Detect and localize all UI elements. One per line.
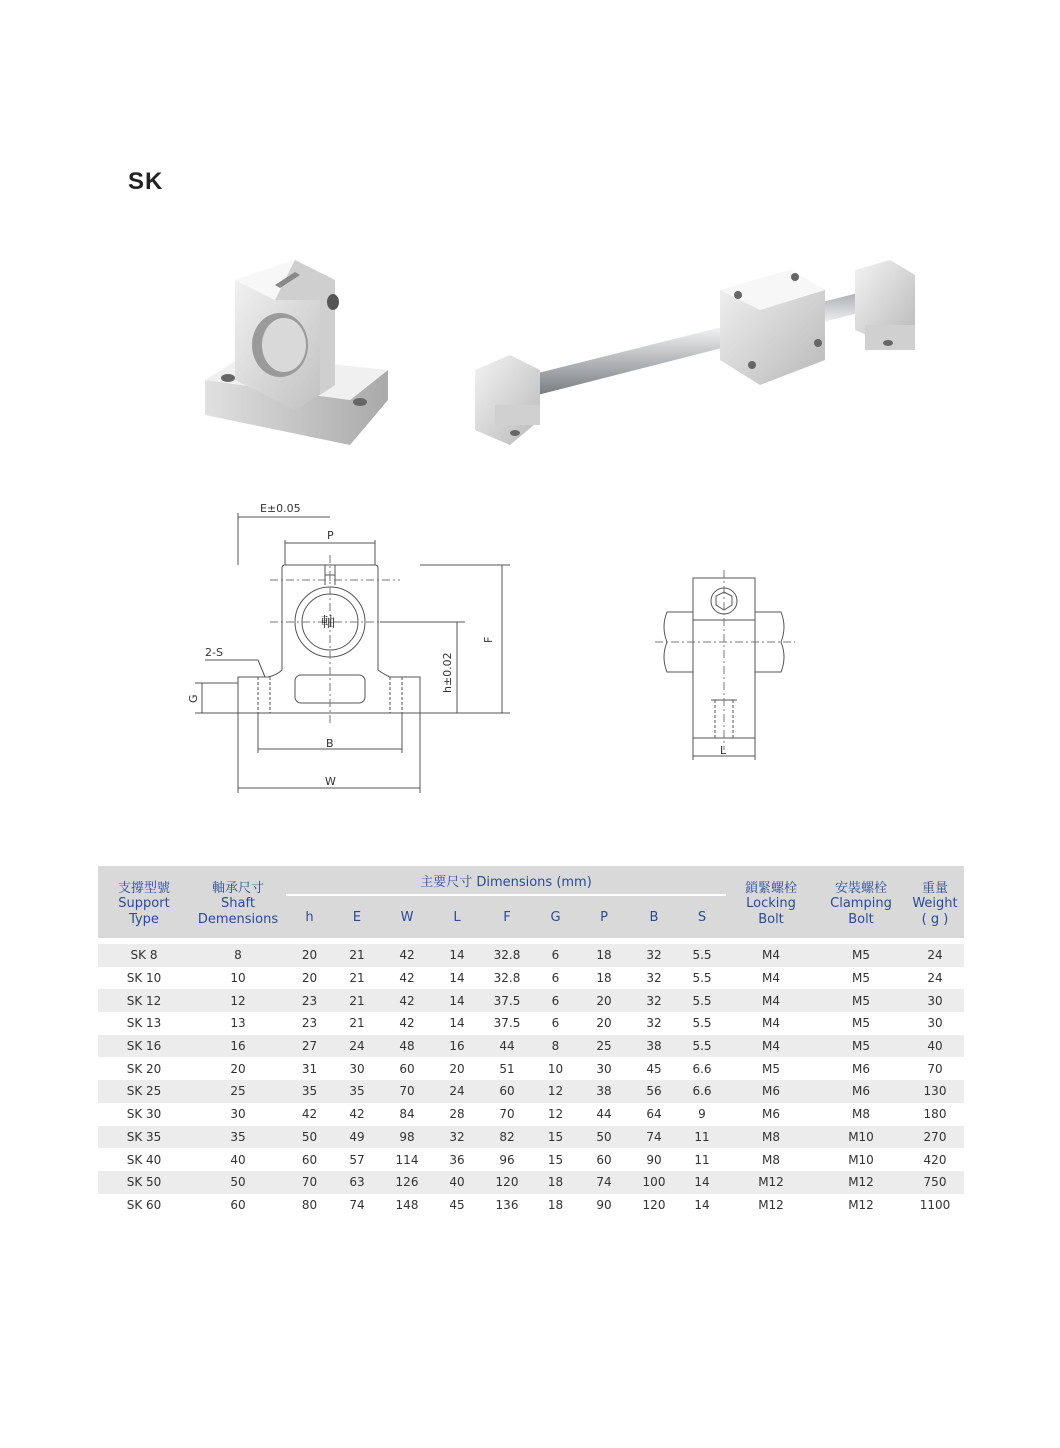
table-cell: 32.8 xyxy=(481,967,533,990)
table-cell: 1100 xyxy=(906,1194,964,1217)
table-cell: 180 xyxy=(906,1103,964,1126)
table-cell: 70 xyxy=(286,1171,333,1194)
table-cell: 5.5 xyxy=(678,944,726,967)
table-cell: 12 xyxy=(533,1080,578,1103)
dim-label-f: F xyxy=(482,636,495,643)
table-cell: 5.5 xyxy=(678,967,726,990)
table-cell: SK 25 xyxy=(98,1080,190,1103)
table-cell: 60 xyxy=(190,1194,286,1217)
table-cell: 42 xyxy=(381,967,433,990)
table-cell: SK 35 xyxy=(98,1126,190,1149)
table-cell: 35 xyxy=(286,1080,333,1103)
table-cell: M5 xyxy=(726,1057,816,1080)
table-cell: 42 xyxy=(381,1012,433,1035)
table-cell: 40 xyxy=(433,1171,481,1194)
table-cell: 14 xyxy=(678,1194,726,1217)
table-cell: 14 xyxy=(433,967,481,990)
table-cell: 20 xyxy=(286,967,333,990)
shaft-label: 軸 xyxy=(321,615,335,631)
table-cell: 5.5 xyxy=(678,1012,726,1035)
table-cell: 11 xyxy=(678,1126,726,1149)
table-cell: 23 xyxy=(286,989,333,1012)
table-cell: 36 xyxy=(433,1148,481,1171)
table-cell: M4 xyxy=(726,1012,816,1035)
table-cell: 98 xyxy=(381,1126,433,1149)
subheader-p: P xyxy=(578,895,630,938)
table-cell: 24 xyxy=(906,944,964,967)
table-cell: 16 xyxy=(433,1035,481,1058)
table-cell: 24 xyxy=(906,967,964,990)
table-cell: 21 xyxy=(333,944,381,967)
table-cell: 32 xyxy=(433,1126,481,1149)
table-cell: 64 xyxy=(630,1103,678,1126)
table-cell: 21 xyxy=(333,989,381,1012)
table-row xyxy=(98,1148,964,1171)
header-weight: 重量 Weight ( g ) xyxy=(906,866,964,938)
table-cell: 11 xyxy=(678,1148,726,1171)
table-cell: 74 xyxy=(630,1126,678,1149)
table-cell: SK 40 xyxy=(98,1148,190,1171)
table-cell: 13 xyxy=(190,1012,286,1035)
table-cell: SK 12 xyxy=(98,989,190,1012)
table-cell: M4 xyxy=(726,944,816,967)
table-cell: M12 xyxy=(816,1171,906,1194)
table-cell: 25 xyxy=(190,1080,286,1103)
table-cell: 45 xyxy=(630,1057,678,1080)
table-cell: 270 xyxy=(906,1126,964,1149)
table-cell: 50 xyxy=(578,1126,630,1149)
table-cell: 57 xyxy=(333,1148,381,1171)
table-cell: M8 xyxy=(816,1103,906,1126)
table-cell: 25 xyxy=(578,1035,630,1058)
sk-support-photo xyxy=(200,250,400,450)
table-cell: 42 xyxy=(333,1103,381,1126)
table-cell: 56 xyxy=(630,1080,678,1103)
table-cell: M5 xyxy=(816,1035,906,1058)
table-cell: 18 xyxy=(578,967,630,990)
table-cell: 42 xyxy=(286,1103,333,1126)
table-cell: 96 xyxy=(481,1148,533,1171)
table-cell: SK 8 xyxy=(98,944,190,967)
table-cell: 114 xyxy=(381,1148,433,1171)
table-cell: 23 xyxy=(286,1012,333,1035)
table-cell: M4 xyxy=(726,967,816,990)
table-cell: 38 xyxy=(578,1080,630,1103)
table-cell: M6 xyxy=(726,1103,816,1126)
table-cell: 60 xyxy=(286,1148,333,1171)
table-cell: 10 xyxy=(190,967,286,990)
table-cell: SK 10 xyxy=(98,967,190,990)
table-cell: 37.5 xyxy=(481,989,533,1012)
table-cell: 50 xyxy=(286,1126,333,1149)
table-cell: 30 xyxy=(906,989,964,1012)
table-cell: 14 xyxy=(678,1171,726,1194)
table-cell: 6 xyxy=(533,967,578,990)
table-cell: 70 xyxy=(906,1057,964,1080)
table-cell: 51 xyxy=(481,1057,533,1080)
dim-label-g: G xyxy=(187,694,200,703)
table-cell: SK 30 xyxy=(98,1103,190,1126)
table-cell: 40 xyxy=(906,1035,964,1058)
table-cell: 49 xyxy=(333,1126,381,1149)
dim-label-p: P xyxy=(327,529,334,542)
dim-label-s: 2-S xyxy=(205,646,223,659)
table-cell: 15 xyxy=(533,1126,578,1149)
table-cell: M8 xyxy=(726,1148,816,1171)
table-cell: 30 xyxy=(190,1103,286,1126)
table-cell: 10 xyxy=(533,1057,578,1080)
table-cell: M12 xyxy=(726,1171,816,1194)
table-row xyxy=(98,1012,964,1035)
table-cell: M10 xyxy=(816,1126,906,1149)
subheader-l: L xyxy=(433,895,481,938)
table-cell: M5 xyxy=(816,989,906,1012)
table-cell: 30 xyxy=(333,1057,381,1080)
table-cell: 31 xyxy=(286,1057,333,1080)
table-cell: 60 xyxy=(381,1057,433,1080)
table-cell: 100 xyxy=(630,1171,678,1194)
table-cell: 8 xyxy=(533,1035,578,1058)
table-cell: 90 xyxy=(578,1194,630,1217)
table-row xyxy=(98,967,964,990)
table-cell: 14 xyxy=(433,1012,481,1035)
table-cell: SK 16 xyxy=(98,1035,190,1058)
table-cell: 20 xyxy=(286,944,333,967)
table-row xyxy=(98,1171,964,1194)
table-cell: 42 xyxy=(381,989,433,1012)
table-cell: 90 xyxy=(630,1148,678,1171)
table-cell: 18 xyxy=(578,944,630,967)
table-cell: 82 xyxy=(481,1126,533,1149)
table-cell: 20 xyxy=(578,989,630,1012)
table-cell: 24 xyxy=(433,1080,481,1103)
table-cell: 24 xyxy=(333,1035,381,1058)
table-cell: 6.6 xyxy=(678,1057,726,1080)
page-title: SK xyxy=(128,168,164,195)
header-locking-bolt: 鎖緊螺栓 Locking Bolt xyxy=(726,866,816,938)
table-row xyxy=(98,1057,964,1080)
table-cell: 20 xyxy=(190,1057,286,1080)
table-cell: 63 xyxy=(333,1171,381,1194)
table-cell: 28 xyxy=(433,1103,481,1126)
table-cell: 18 xyxy=(533,1171,578,1194)
table-cell: M10 xyxy=(816,1148,906,1171)
table-cell: 42 xyxy=(381,944,433,967)
table-cell: 60 xyxy=(481,1080,533,1103)
table-cell: M5 xyxy=(816,967,906,990)
table-cell: 32 xyxy=(630,944,678,967)
table-cell: 40 xyxy=(190,1148,286,1171)
subheader-b: B xyxy=(630,895,678,938)
table-row xyxy=(98,1103,964,1126)
table-cell: 12 xyxy=(533,1103,578,1126)
table-cell: M4 xyxy=(726,989,816,1012)
table-cell: 15 xyxy=(533,1148,578,1171)
table-row xyxy=(98,989,964,1012)
spec-table xyxy=(98,866,964,1216)
table-cell: SK 50 xyxy=(98,1171,190,1194)
header-shaft-dimensions: 軸承尺寸 Shaft Demensions xyxy=(190,866,286,938)
table-row xyxy=(98,1035,964,1058)
table-cell: 44 xyxy=(481,1035,533,1058)
table-cell: 38 xyxy=(630,1035,678,1058)
table-cell: M5 xyxy=(816,1012,906,1035)
table-cell: 32 xyxy=(630,989,678,1012)
table-cell: 126 xyxy=(381,1171,433,1194)
header-clamping-bolt: 安裝螺栓 Clamping Bolt xyxy=(816,866,906,938)
header-support-type: 支撐型號 Support Type xyxy=(98,866,190,938)
header-dimensions: 主要尺寸 Dimensions (mm) xyxy=(286,866,726,895)
table-cell: 20 xyxy=(433,1057,481,1080)
table-cell: M4 xyxy=(726,1035,816,1058)
table-cell: 30 xyxy=(578,1057,630,1080)
table-cell: 32 xyxy=(630,967,678,990)
table-cell: SK 20 xyxy=(98,1057,190,1080)
dim-label-l: L xyxy=(720,744,727,757)
table-cell: 136 xyxy=(481,1194,533,1217)
shaft-assembly-photo xyxy=(470,255,920,455)
table-cell: SK 13 xyxy=(98,1012,190,1035)
table-row xyxy=(98,1126,964,1149)
table-cell: 21 xyxy=(333,967,381,990)
table-cell: 74 xyxy=(578,1171,630,1194)
table-cell: 27 xyxy=(286,1035,333,1058)
table-row xyxy=(98,1080,964,1103)
table-cell: 120 xyxy=(630,1194,678,1217)
table-cell: 6 xyxy=(533,944,578,967)
subheader-e: E xyxy=(333,895,381,938)
table-cell: 420 xyxy=(906,1148,964,1171)
side-view-drawing xyxy=(655,570,800,770)
table-cell: 20 xyxy=(578,1012,630,1035)
table-cell: 14 xyxy=(433,989,481,1012)
front-view-drawing xyxy=(180,495,520,800)
dim-label-e: E±0.05 xyxy=(260,502,301,515)
dim-label-w: W xyxy=(325,775,336,788)
table-cell: M6 xyxy=(816,1080,906,1103)
table-cell: 21 xyxy=(333,1012,381,1035)
table-cell: 70 xyxy=(481,1103,533,1126)
table-cell: 120 xyxy=(481,1171,533,1194)
table-cell: 84 xyxy=(381,1103,433,1126)
table-cell: 6 xyxy=(533,989,578,1012)
table-cell: M6 xyxy=(816,1057,906,1080)
table-cell: 148 xyxy=(381,1194,433,1217)
table-cell: M6 xyxy=(726,1080,816,1103)
table-cell: 70 xyxy=(381,1080,433,1103)
table-cell: 74 xyxy=(333,1194,381,1217)
table-row xyxy=(98,1194,964,1217)
table-cell: 48 xyxy=(381,1035,433,1058)
table-cell: M12 xyxy=(726,1194,816,1217)
table-cell: 80 xyxy=(286,1194,333,1217)
table-cell: 9 xyxy=(678,1103,726,1126)
table-cell: 60 xyxy=(578,1148,630,1171)
dim-label-h: h±0.02 xyxy=(441,652,454,693)
table-cell: 6 xyxy=(533,1012,578,1035)
subheader-g: G xyxy=(533,895,578,938)
table-cell: 32 xyxy=(630,1012,678,1035)
table-cell: M12 xyxy=(816,1194,906,1217)
table-cell: 6.6 xyxy=(678,1080,726,1103)
table-cell: 50 xyxy=(190,1171,286,1194)
table-cell: 14 xyxy=(433,944,481,967)
table-cell: 12 xyxy=(190,989,286,1012)
table-cell: 8 xyxy=(190,944,286,967)
table-cell: 16 xyxy=(190,1035,286,1058)
table-cell: 5.5 xyxy=(678,1035,726,1058)
table-cell: 44 xyxy=(578,1103,630,1126)
table-cell: 45 xyxy=(433,1194,481,1217)
table-cell: 5.5 xyxy=(678,989,726,1012)
subheader-f: F xyxy=(481,895,533,938)
table-row xyxy=(98,944,964,967)
subheader-w: W xyxy=(381,895,433,938)
table-cell: SK 60 xyxy=(98,1194,190,1217)
table-cell: 37.5 xyxy=(481,1012,533,1035)
table-cell: M5 xyxy=(816,944,906,967)
table-cell: 35 xyxy=(333,1080,381,1103)
table-cell: 30 xyxy=(906,1012,964,1035)
subheader-h: h xyxy=(286,895,333,938)
table-cell: M8 xyxy=(726,1126,816,1149)
table-cell: 130 xyxy=(906,1080,964,1103)
table-cell: 35 xyxy=(190,1126,286,1149)
table-cell: 750 xyxy=(906,1171,964,1194)
dim-label-b: B xyxy=(326,737,334,750)
table-cell: 32.8 xyxy=(481,944,533,967)
subheader-s: S xyxy=(678,895,726,938)
table-cell: 18 xyxy=(533,1194,578,1217)
